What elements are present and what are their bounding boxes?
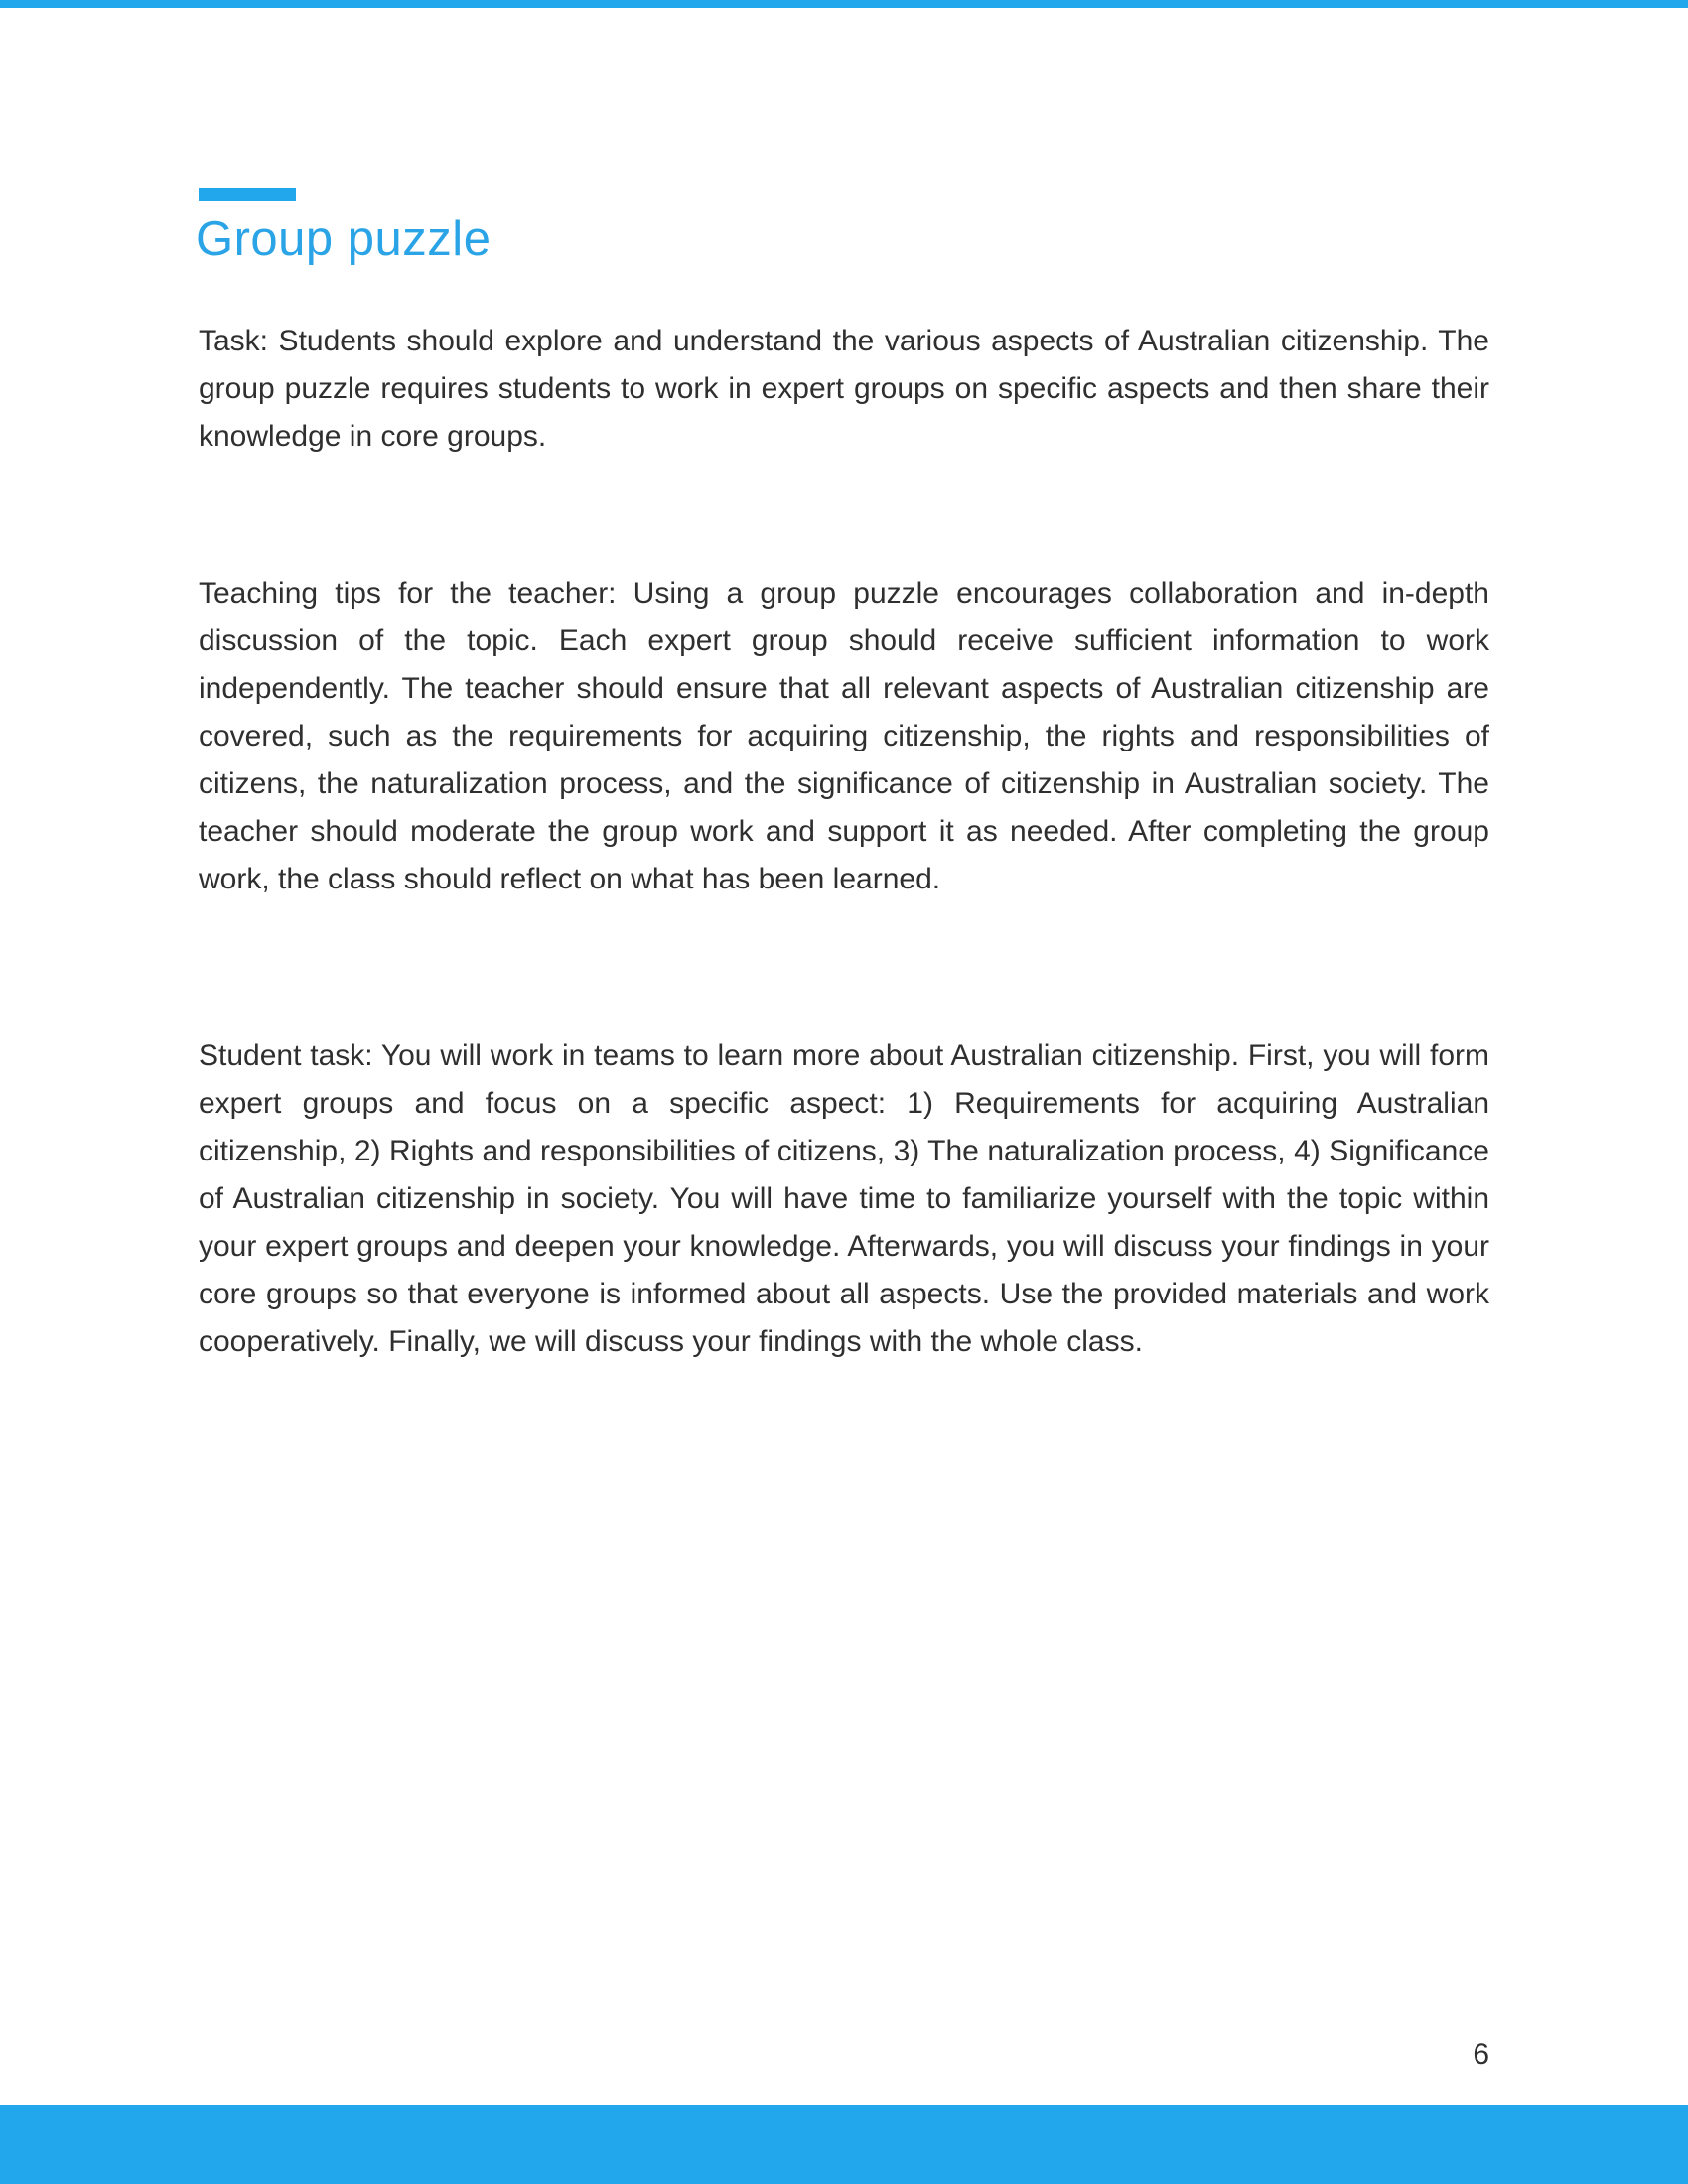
paragraph-task: Task: Students should explore and understand the various aspects of Australian citizenship. The group puzzle requires students to work in expert groups on specific aspects and then share their knowledge in core groups. (199, 325, 1489, 453)
body-text-block (199, 318, 1489, 1366)
page-title: Group puzzle (196, 212, 492, 266)
top-accent-bar (0, 0, 1688, 8)
paragraph-student-task: Student task: You will work in teams to learn more about Australian citizenship. First, you will form expert groups and focus on a specific aspect: 1) Requirements for acquiring Australian citizenship, 2) Rights and responsibilities of citizens, 3) The naturalization process, 4) Significance of Australian citizenship in society. You will have time to familiarize yourself with the topic within your expert groups and deepen your knowledge. Afterwards, you will discuss your findings in your core groups so that everyone is informed about all aspects. Use the provided materials and work cooperatively. Finally, we will discuss your findings with the whole class. (199, 1039, 1489, 1358)
paragraph-teaching-tips: Teaching tips for the teacher: Using a group puzzle encourages collaboration and in-depth discussion of the topic. Each expert group should receive sufficient information to work independently. The teacher should ensure that all relevant aspects of Australian citizenship are covered, such as the requirements for acquiring citizenship, the rights and responsibilities of citizens, the naturalization process, and the significance of citizenship in Australian society. The teacher should moderate the group work and support it as needed. After completing the group work, the class should reflect on what has been learned. (199, 577, 1489, 895)
page-number: 6 (1473, 2038, 1489, 2071)
bottom-accent-bar (0, 2105, 1688, 2184)
title-accent-rect (199, 188, 296, 201)
